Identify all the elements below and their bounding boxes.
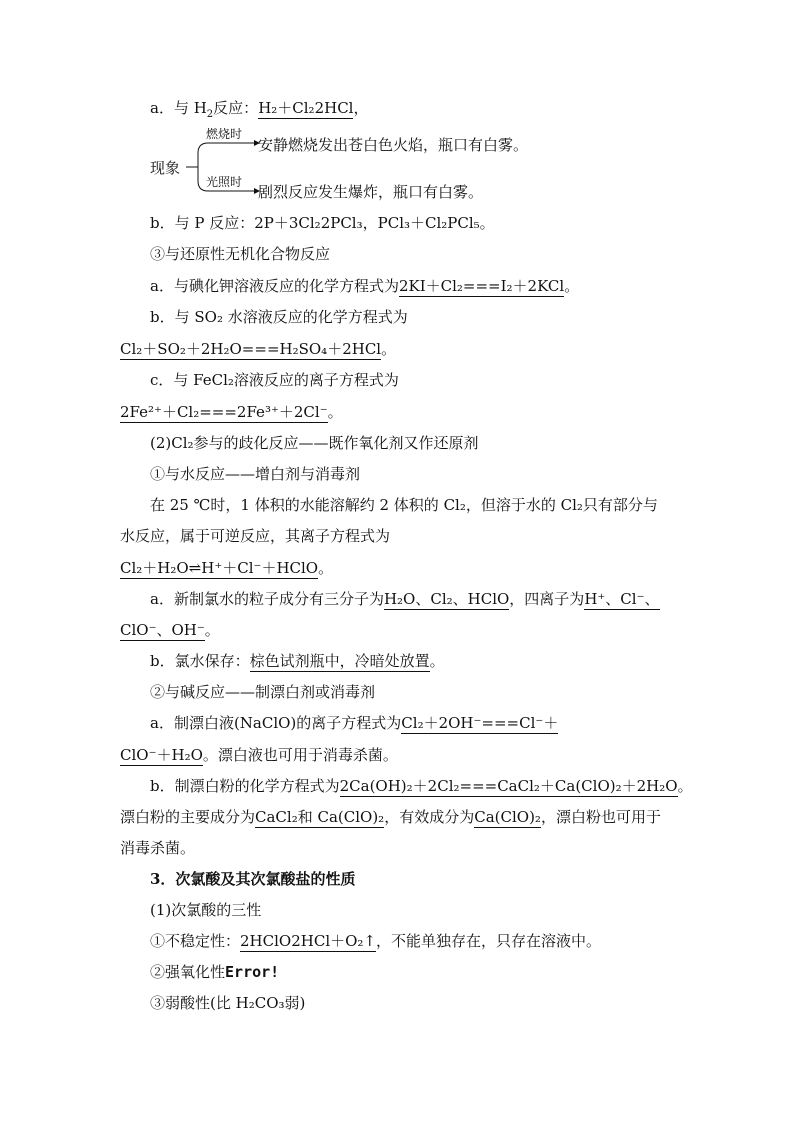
text-line bbox=[150, 776, 693, 796]
answer-underline: Ca(ClO)₂ bbox=[474, 808, 541, 826]
diagram-condition-bottom: 光照时 bbox=[206, 175, 243, 189]
text-line bbox=[120, 745, 398, 765]
answer-underline: H₂O、Cl₂、HClO bbox=[383, 590, 510, 608]
text-span: a．与碘化钾溶液反应的化学方程式为 bbox=[150, 277, 399, 295]
text-span: 。 bbox=[429, 652, 445, 670]
text-line: 水反应，属于可逆反应，其离子方程式为 bbox=[120, 527, 391, 545]
section-heading: 3．次氯酸及其次氯酸盐的性质 bbox=[150, 870, 356, 888]
text-line bbox=[150, 931, 601, 951]
answer-underline: ClO⁻、OH⁻ bbox=[120, 621, 205, 639]
text-line: b．与 P 反应：2P＋3Cl₂2PCl₃，PCl₃＋Cl₂PCl₅。 bbox=[150, 214, 495, 232]
equation: Cl₂＋2OH⁻===Cl⁻＋ bbox=[401, 714, 559, 732]
text-line: b．与 SO₂ 水溶液反应的化学方程式为 bbox=[150, 308, 408, 326]
text-line: ③与还原性无机化合物反应 bbox=[150, 245, 331, 263]
text-line: 在 25 ℃时，1 体积的水能溶解约 2 体积的 Cl₂，但溶于水的 Cl₂只有部分与 bbox=[150, 496, 658, 514]
text-line bbox=[120, 339, 396, 359]
diagram-condition-top: 燃烧时 bbox=[206, 127, 243, 141]
text-span: ，漂白粉也可用于 bbox=[540, 808, 661, 826]
equation: H₂＋Cl₂2HCl bbox=[258, 99, 354, 117]
diagram-text-bottom: 剧烈反应发生爆炸，瓶口有白雾。 bbox=[258, 183, 484, 201]
equation: Cl₂＋H₂O⇌H⁺＋Cl⁻＋HClO bbox=[120, 559, 319, 577]
error-text: Error! bbox=[225, 963, 280, 981]
text-span: 反应： bbox=[213, 99, 259, 117]
equation: 2Ca(OH)₂＋2Cl₂===CaCl₂＋Ca(ClO)₂＋2H₂O bbox=[339, 777, 678, 795]
text-span: ，四离子为 bbox=[509, 590, 585, 608]
text-line: 消毒杀菌。 bbox=[120, 839, 196, 857]
text-line: ②与碱反应——制漂白剂或消毒剂 bbox=[150, 683, 376, 701]
text-span: 。漂白液也可用于消毒杀菌。 bbox=[202, 746, 398, 764]
text-span: 。 bbox=[677, 777, 693, 795]
text-span: 。 bbox=[318, 559, 334, 577]
text-span: a．新制氯水的粒子成分有三分子为 bbox=[150, 590, 384, 608]
equation: 2Fe²⁺＋Cl₂===2Fe³⁺＋2Cl⁻ bbox=[120, 403, 328, 421]
text-line: (1)次氯酸的三性 bbox=[150, 901, 262, 919]
equation: 2HClO2HCl＋O₂↑ bbox=[240, 932, 376, 950]
diagram-label: 现象 bbox=[150, 159, 181, 177]
text-line bbox=[150, 651, 445, 671]
text-span: ，不能单独存在，只存在溶液中。 bbox=[376, 932, 602, 950]
equation: ClO⁻＋H₂O bbox=[120, 746, 203, 764]
answer-underline: CaCl₂和 Ca(ClO)₂ bbox=[255, 808, 385, 826]
text-span: 漂白粉的主要成分为 bbox=[120, 808, 256, 826]
text-line: c．与 FeCl₂溶液反应的离子方程式为 bbox=[150, 371, 399, 389]
text-span: ①不稳定性： bbox=[150, 932, 241, 950]
text-span: a．制漂白液(NaClO)的离子方程式为 bbox=[150, 714, 402, 732]
text-line bbox=[150, 98, 368, 118]
text-span: 。 bbox=[381, 340, 397, 358]
text-line: (2)Cl₂参与的歧化反应——既作氧化剂又作还原剂 bbox=[150, 434, 479, 452]
text-line bbox=[150, 713, 558, 733]
text-line: ③弱酸性(比 H₂CO₃弱) bbox=[150, 994, 306, 1012]
text-span: ， bbox=[353, 99, 369, 117]
subscript: 2 bbox=[206, 109, 214, 120]
text-span: b．氯水保存： bbox=[150, 652, 250, 670]
text-line bbox=[150, 962, 279, 982]
text-span: ②强氧化性 bbox=[150, 963, 226, 981]
answer-underline: H⁺、Cl⁻、 bbox=[584, 590, 660, 608]
text-span: 。 bbox=[564, 277, 580, 295]
text-line bbox=[150, 589, 660, 609]
text-line bbox=[120, 807, 661, 827]
text-span: 。 bbox=[204, 621, 220, 639]
answer-underline: 棕色试剂瓶中，冷暗处放置 bbox=[249, 652, 430, 670]
text-line bbox=[120, 558, 333, 578]
text-span: b．制漂白粉的化学方程式为 bbox=[150, 777, 340, 795]
text-line bbox=[120, 402, 343, 422]
text-line bbox=[150, 276, 579, 296]
text-line bbox=[120, 620, 220, 640]
text-span: 。 bbox=[327, 403, 343, 421]
diagram-text-top: 安静燃烧发出苍白色火焰，瓶口有白雾。 bbox=[258, 136, 529, 154]
text-span: ，有效成分为 bbox=[384, 808, 475, 826]
equation: 2KI＋Cl₂===I₂＋2KCl bbox=[398, 277, 565, 295]
text-span: a．与 H bbox=[150, 99, 207, 117]
text-line: ①与水反应——增白剂与消毒剂 bbox=[150, 465, 361, 483]
equation: Cl₂＋SO₂＋2H₂O===H₂SO₄＋2HCl bbox=[120, 340, 382, 358]
